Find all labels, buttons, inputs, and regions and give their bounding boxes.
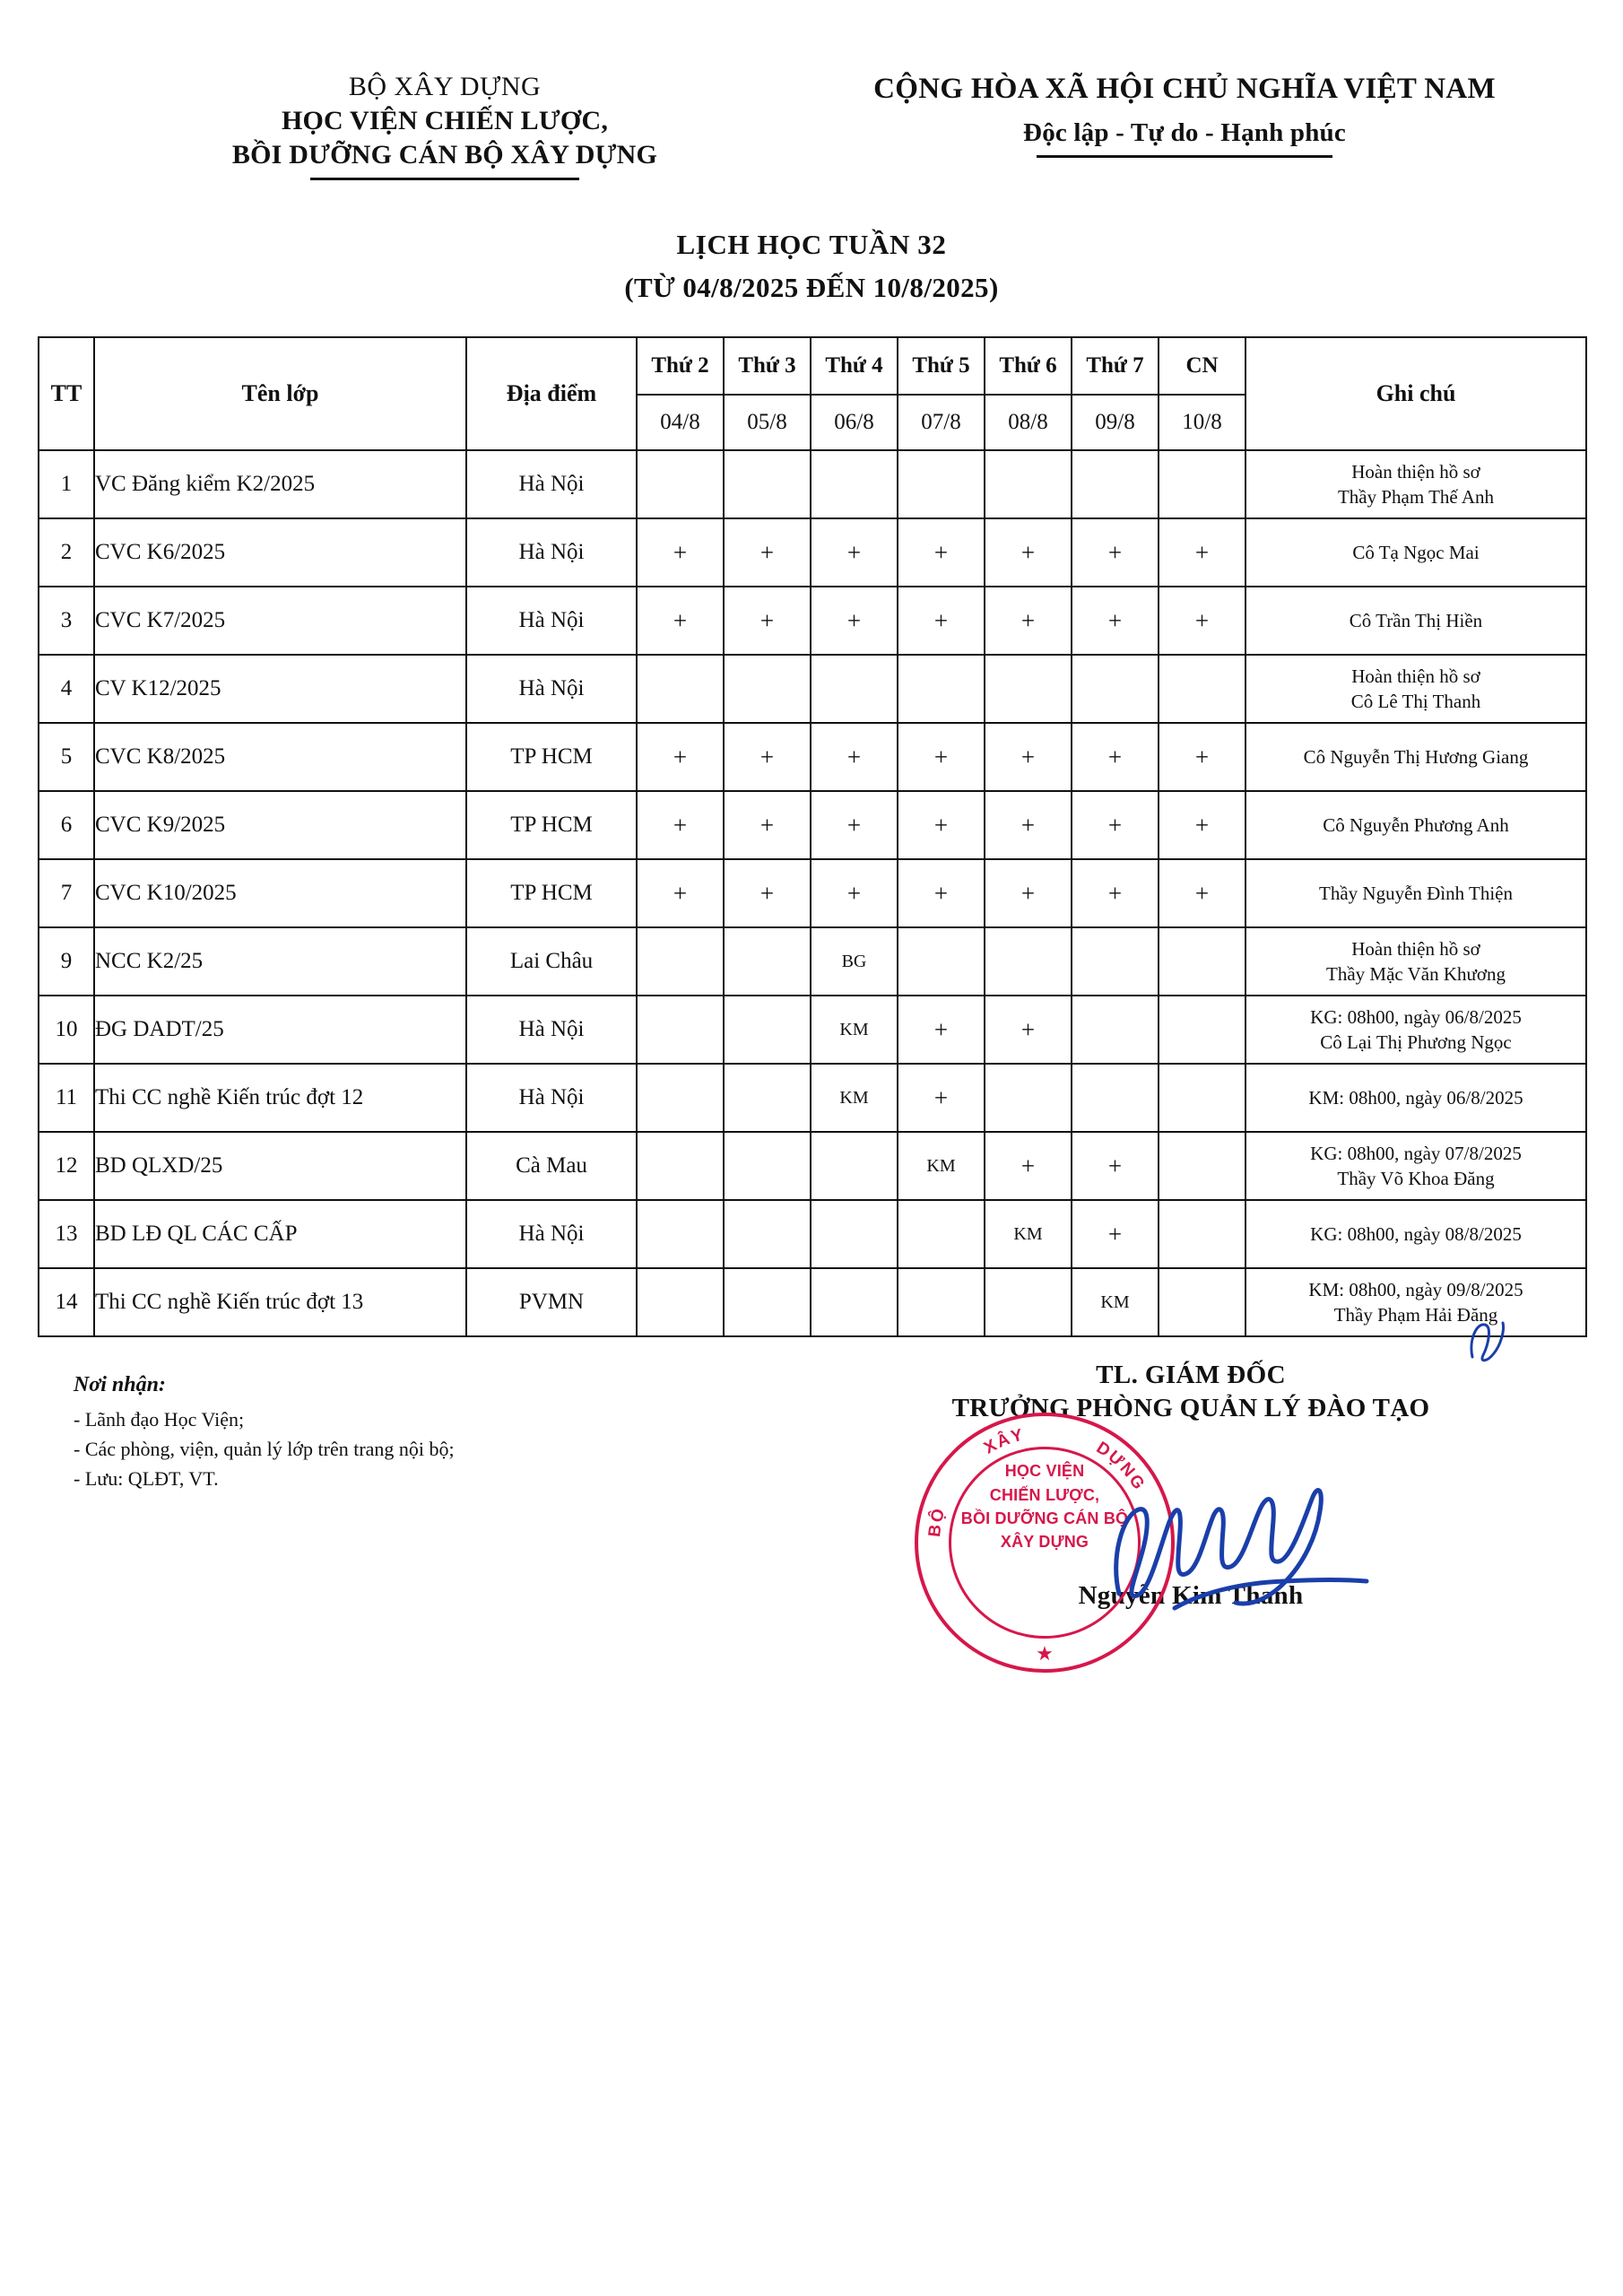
day-cell: +: [898, 518, 985, 587]
signature-position-title: TRƯỞNG PHÒNG QUẢN LÝ ĐÀO TẠO: [951, 1394, 1430, 1423]
class-name-cell: Thi CC nghề Kiến trúc đợt 13: [94, 1268, 466, 1336]
schedule-table-body: [39, 450, 1586, 1336]
note-cell: [1245, 1064, 1586, 1132]
day-cell: +: [1159, 518, 1245, 587]
table-row: [39, 450, 1586, 518]
day-cell: [637, 1064, 724, 1132]
location-cell: Hà Nội: [466, 996, 637, 1064]
day-cell: +: [985, 1132, 1072, 1200]
day-cell: [811, 655, 898, 723]
class-name-cell: CVC K10/2025: [94, 859, 466, 927]
class-name-cell: CVC K9/2025: [94, 791, 466, 859]
class-name-cell: BD QLXD/25: [94, 1132, 466, 1200]
day-cell: [811, 1268, 898, 1336]
note-cell: [1245, 1132, 1586, 1200]
note-cell: [1245, 655, 1586, 723]
day-cell: +: [1072, 791, 1159, 859]
table-row: [39, 927, 1586, 996]
day-cell: [1072, 927, 1159, 996]
day-cell: +: [724, 587, 811, 655]
location-cell: TP HCM: [466, 859, 637, 927]
note-line: Hoàn thiện hồ sơ: [1351, 665, 1480, 688]
row-index-cell: 9: [39, 927, 94, 996]
note-line: Thầy Phạm Hải Đăng: [1333, 1304, 1498, 1326]
day-cell: +: [1159, 859, 1245, 927]
recipient-item: - Các phòng, viện, quản lý lớp trên trang nội bộ;: [74, 1438, 455, 1461]
column-date-day-6: 09/8: [1072, 395, 1159, 450]
day-cell: +: [811, 723, 898, 791]
day-cell: +: [637, 587, 724, 655]
class-name-cell: CV K12/2025: [94, 655, 466, 723]
day-cell: KM: [1072, 1268, 1159, 1336]
day-cell: +: [898, 1064, 985, 1132]
day-cell: [724, 655, 811, 723]
column-header-note: Ghi chú: [1245, 337, 1586, 450]
row-index-cell: 5: [39, 723, 94, 791]
day-cell: [1159, 1200, 1245, 1268]
table-row: [39, 587, 1586, 655]
national-motto: Độc lập - Tự do - Hạnh phúc: [1023, 117, 1346, 147]
day-cell: [1159, 1132, 1245, 1200]
day-cell: +: [811, 518, 898, 587]
note-line: KG: 08h00, ngày 08/8/2025: [1310, 1223, 1522, 1246]
day-cell: [724, 1064, 811, 1132]
day-cell: [985, 655, 1072, 723]
day-cell: [637, 450, 724, 518]
column-header-day-5: Thứ 6: [985, 337, 1072, 395]
table-row: [39, 996, 1586, 1064]
location-cell: TP HCM: [466, 723, 637, 791]
seal-inner-line-1: HỌC VIỆN: [1004, 1462, 1085, 1481]
class-name-cell: CVC K8/2025: [94, 723, 466, 791]
seal-arc-right-text: DỰNG: [1092, 1439, 1150, 1495]
note-cell: [1245, 723, 1586, 791]
day-cell: +: [898, 587, 985, 655]
column-header-day-4: Thứ 5: [898, 337, 985, 395]
location-cell: Cà Mau: [466, 1132, 637, 1200]
document-header: [0, 0, 1623, 180]
note-line: KM: 08h00, ngày 09/8/2025: [1308, 1279, 1523, 1301]
note-line: Thầy Phạm Thế Anh: [1337, 486, 1494, 509]
note-line: KG: 08h00, ngày 06/8/2025: [1310, 1006, 1522, 1029]
class-name-cell: NCC K2/25: [94, 927, 466, 996]
seal-outer-ring: [915, 1413, 1175, 1673]
seal-inner-line-2: CHIẾN LƯỢC,: [989, 1485, 1100, 1504]
column-date-day-3: 06/8: [811, 395, 898, 450]
note-line: Cô Nguyễn Thị Hương Giang: [1303, 746, 1529, 769]
day-cell: KM: [985, 1200, 1072, 1268]
day-cell: +: [985, 723, 1072, 791]
day-cell: +: [985, 587, 1072, 655]
class-name-cell: Thi CC nghề Kiến trúc đợt 12: [94, 1064, 466, 1132]
location-cell: PVMN: [466, 1268, 637, 1336]
row-index-cell: 6: [39, 791, 94, 859]
row-index-cell: 7: [39, 859, 94, 927]
day-cell: +: [811, 859, 898, 927]
day-cell: +: [637, 723, 724, 791]
recipients-block: [74, 1373, 701, 1493]
table-header-row-primary: [39, 337, 1586, 395]
day-cell: [985, 927, 1072, 996]
day-cell: [898, 450, 985, 518]
note-cell: [1245, 587, 1586, 655]
day-cell: [724, 1132, 811, 1200]
class-name-cell: CVC K6/2025: [94, 518, 466, 587]
day-cell: [898, 1200, 985, 1268]
day-cell: [1159, 927, 1245, 996]
column-header-class-name: Tên lớp: [94, 337, 466, 450]
schedule-table: [38, 336, 1587, 1337]
note-line: Thầy Nguyễn Đình Thiện: [1319, 883, 1513, 905]
note-line: KG: 08h00, ngày 07/8/2025: [1310, 1143, 1522, 1165]
location-cell: TP HCM: [466, 791, 637, 859]
row-index-cell: 10: [39, 996, 94, 1064]
academy-name-line-1: HỌC VIỆN CHIẾN LƯỢC,: [281, 105, 609, 135]
table-row: [39, 655, 1586, 723]
day-cell: +: [811, 791, 898, 859]
note-line: Cô Trần Thị Hiền: [1349, 610, 1483, 632]
note-line: Thầy Võ Khoa Đăng: [1337, 1168, 1495, 1190]
location-cell: Hà Nội: [466, 587, 637, 655]
day-cell: [1072, 655, 1159, 723]
row-index-cell: 12: [39, 1132, 94, 1200]
day-cell: [724, 1268, 811, 1336]
day-cell: +: [898, 723, 985, 791]
column-header-day-6: Thứ 7: [1072, 337, 1159, 395]
location-cell: Hà Nội: [466, 655, 637, 723]
day-cell: [811, 450, 898, 518]
row-index-cell: 3: [39, 587, 94, 655]
day-cell: +: [898, 859, 985, 927]
day-cell: [724, 927, 811, 996]
signature-block: [904, 1361, 1478, 1665]
row-index-cell: 13: [39, 1200, 94, 1268]
document-footer: [38, 1361, 1585, 1737]
column-date-day-2: 05/8: [724, 395, 811, 450]
day-cell: +: [1072, 518, 1159, 587]
recipient-item: - Lưu: QLĐT, VT.: [74, 1467, 219, 1491]
day-cell: +: [1072, 1200, 1159, 1268]
day-cell: [637, 1268, 724, 1336]
organization-underline: [310, 178, 579, 180]
national-heading-block: [800, 70, 1569, 158]
location-cell: Hà Nội: [466, 518, 637, 587]
official-seal-stamp: [915, 1413, 1175, 1673]
row-index-cell: 4: [39, 655, 94, 723]
row-index-cell: 2: [39, 518, 94, 587]
note-cell: [1245, 859, 1586, 927]
day-cell: +: [724, 518, 811, 587]
note-cell: [1245, 996, 1586, 1064]
day-cell: [724, 450, 811, 518]
day-cell: [637, 927, 724, 996]
day-cell: [637, 1200, 724, 1268]
row-index-cell: 14: [39, 1268, 94, 1336]
note-line: Thầy Mặc Văn Khương: [1326, 963, 1506, 986]
margin-initial-mark: [1462, 1314, 1515, 1368]
day-cell: [637, 1132, 724, 1200]
motto-underline: [1037, 155, 1332, 158]
day-cell: +: [898, 791, 985, 859]
day-cell: BG: [811, 927, 898, 996]
note-cell: [1245, 927, 1586, 996]
day-cell: +: [898, 996, 985, 1064]
day-cell: [1072, 996, 1159, 1064]
day-cell: +: [985, 518, 1072, 587]
day-cell: [724, 996, 811, 1064]
academy-name-line-2: BỒI DƯỠNG CÁN BỘ XÂY DỰNG: [231, 139, 658, 170]
page-title-date-range: (TỪ 04/8/2025 ĐẾN 10/8/2025): [624, 271, 999, 303]
column-date-day-7: 10/8: [1159, 395, 1245, 450]
column-date-day-1: 04/8: [637, 395, 724, 450]
day-cell: [1159, 450, 1245, 518]
class-name-cell: ĐG DADT/25: [94, 996, 466, 1064]
column-date-day-5: 08/8: [985, 395, 1072, 450]
day-cell: [1072, 450, 1159, 518]
country-name: CỘNG HÒA XÃ HỘI CHỦ NGHĨA VIỆT NAM: [873, 73, 1496, 105]
day-cell: +: [985, 791, 1072, 859]
location-cell: Hà Nội: [466, 1200, 637, 1268]
day-cell: [1159, 1268, 1245, 1336]
signature-authority-title: TL. GIÁM ĐỐC: [1096, 1361, 1286, 1390]
day-cell: +: [1072, 723, 1159, 791]
table-row: [39, 723, 1586, 791]
table-row: [39, 1132, 1586, 1200]
signer-name: Nguyễn Kim Thanh: [1078, 1581, 1304, 1611]
day-cell: [637, 655, 724, 723]
issuing-organization-block: [54, 70, 800, 180]
day-cell: +: [1072, 859, 1159, 927]
day-cell: +: [985, 996, 1072, 1064]
seal-arc-left-text: BỘ: [924, 1505, 950, 1539]
note-cell: [1245, 791, 1586, 859]
seal-inner-line-3: BỒI DƯỠNG CÁN BỘ: [960, 1509, 1129, 1527]
recipients-title: Nơi nhận:: [74, 1373, 166, 1397]
recipient-item: - Lãnh đạo Học Viện;: [74, 1408, 245, 1431]
day-cell: [985, 1064, 1072, 1132]
day-cell: [898, 655, 985, 723]
note-line: Hoàn thiện hồ sơ: [1351, 938, 1480, 961]
row-index-cell: 11: [39, 1064, 94, 1132]
day-cell: [1159, 996, 1245, 1064]
day-cell: +: [724, 791, 811, 859]
document-title-block: [0, 227, 1623, 306]
column-header-day-2: Thứ 3: [724, 337, 811, 395]
seal-arc-text: [915, 1413, 1175, 1673]
column-date-day-4: 07/8: [898, 395, 985, 450]
column-header-day-3: Thứ 4: [811, 337, 898, 395]
day-cell: [898, 927, 985, 996]
day-cell: +: [724, 723, 811, 791]
day-cell: KM: [811, 996, 898, 1064]
day-cell: KM: [898, 1132, 985, 1200]
day-cell: +: [637, 518, 724, 587]
day-cell: +: [985, 859, 1072, 927]
note-cell: [1245, 518, 1586, 587]
row-index-cell: 1: [39, 450, 94, 518]
day-cell: [1159, 655, 1245, 723]
table-row: [39, 1200, 1586, 1268]
day-cell: [1159, 1064, 1245, 1132]
day-cell: [898, 1268, 985, 1336]
class-name-cell: CVC K7/2025: [94, 587, 466, 655]
day-cell: +: [1159, 587, 1245, 655]
day-cell: +: [811, 587, 898, 655]
column-header-tt: TT: [39, 337, 94, 450]
seal-star-icon: ★: [1036, 1642, 1054, 1665]
table-row: [39, 1064, 1586, 1132]
schedule-table-wrapper: [38, 336, 1585, 1337]
day-cell: +: [1072, 587, 1159, 655]
note-cell: [1245, 1268, 1586, 1336]
note-line: Cô Lê Thị Thanh: [1350, 691, 1481, 713]
day-cell: [724, 1200, 811, 1268]
day-cell: +: [637, 791, 724, 859]
day-cell: [985, 450, 1072, 518]
day-cell: [811, 1132, 898, 1200]
day-cell: +: [724, 859, 811, 927]
day-cell: [811, 1200, 898, 1268]
day-cell: +: [1159, 791, 1245, 859]
note-line: Cô Nguyễn Phương Anh: [1323, 814, 1509, 837]
seal-arc-top-text: XÂY: [981, 1425, 1027, 1459]
day-cell: +: [637, 859, 724, 927]
column-header-location: Địa điểm: [466, 337, 637, 450]
day-cell: +: [1159, 723, 1245, 791]
seal-inner-line-4: XÂY DỰNG: [1000, 1532, 1089, 1551]
table-row: [39, 518, 1586, 587]
column-header-day-7: CN: [1159, 337, 1245, 395]
table-row: [39, 1268, 1586, 1336]
location-cell: Hà Nội: [466, 450, 637, 518]
day-cell: +: [1072, 1132, 1159, 1200]
day-cell: [985, 1268, 1072, 1336]
table-row: [39, 859, 1586, 927]
note-line: Cô Lại Thị Phương Ngọc: [1320, 1031, 1512, 1054]
day-cell: [1072, 1064, 1159, 1132]
table-row: [39, 791, 1586, 859]
day-cell: [637, 996, 724, 1064]
schedule-table-head: [39, 337, 1586, 450]
day-cell: KM: [811, 1064, 898, 1132]
class-name-cell: VC Đăng kiểm K2/2025: [94, 450, 466, 518]
note-line: KM: 08h00, ngày 06/8/2025: [1308, 1087, 1523, 1109]
location-cell: Lai Châu: [466, 927, 637, 996]
page-title: LỊCH HỌC TUẦN 32: [676, 229, 947, 261]
class-name-cell: BD LĐ QL CÁC CẤP: [94, 1200, 466, 1268]
note-cell: [1245, 1200, 1586, 1268]
ministry-name: BỘ XÂY DỰNG: [348, 72, 542, 101]
note-cell: [1245, 450, 1586, 518]
seal-inner-text: [949, 1459, 1141, 1552]
location-cell: Hà Nội: [466, 1064, 637, 1132]
note-line: Hoàn thiện hồ sơ: [1351, 461, 1480, 483]
column-header-day-1: Thứ 2: [637, 337, 724, 395]
note-line: Cô Tạ Ngọc Mai: [1352, 542, 1480, 564]
